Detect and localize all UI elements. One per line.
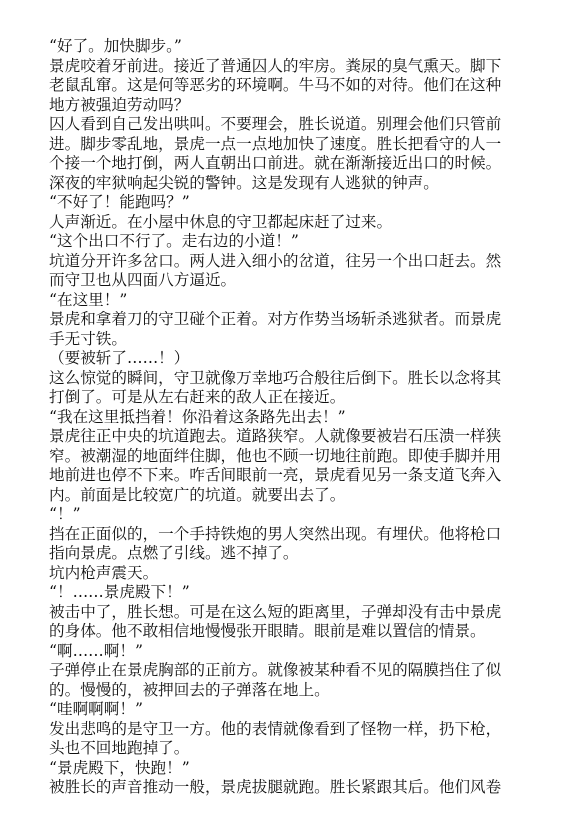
text-line: “这个出口不行了。走右边的小道！” [49,232,299,250]
text-line: 景虎往正中央的坑道跑去。道路狭窄。人就像要被岩石压溃一样狭 [49,427,502,445]
text-line: “哇啊啊啊！” [49,700,143,718]
text-line: 被胜长的声音推动一般，景虎拔腿就跑。胜长紧跟其后。他们风卷 [49,778,502,796]
text-line: 进。脚步零乱地，景虎一点一点地加快了速度。胜长把看守的人一 [49,134,502,153]
text-line: “啊……啊！” [49,641,143,660]
text-line: 被击中了，胜长想。可是在这么短的距离里，子弹却没有击中景虎 [49,602,502,621]
text-line: 景虎和拿着刀的守卫碰个正着。对方作势当场斩杀逃狱者。而景虎 [49,310,502,328]
text-line: 打倒了。可是从左右赶来的敌人正在接近。 [49,388,346,406]
text-line: 个接一个地打倒，两人直朝出口前进。就在渐渐接近出口的时候。 [49,154,502,172]
text-line: “！……景虎殿下！” [49,583,190,601]
text-line: 挡在正面似的，一个手持铁炮的男人突然出现。有埋伏。他将枪口 [49,524,502,543]
text-line: “景虎殿下，快跑！” [49,758,190,777]
text-line: 囚人看到自己发出哄叫。不要理会，胜长说道。别理会他们只管前 [49,115,502,133]
text-line: 而守卫也从四面八方逼近。 [49,271,237,289]
text-line: 手无寸铁。 [49,329,127,348]
text-line: 内。前面是比较宽广的坑道。就要出去了。 [49,485,346,504]
text-line: “在这里！” [49,290,128,309]
text-line: “我在这里抵挡着！你沿着这条路先出去！” [49,407,346,426]
text-line: 的。慢慢的，被押回去的子弹落在地上。 [49,680,330,699]
text-line: 指向景虎。点燃了引线。逃不掉了。 [49,544,299,562]
text-line: 这么惊觉的瞬间，守卫就像万幸地巧合般往后倒下。胜长以念将其 [49,368,502,387]
text-line: “不好了！能跑吗？” [49,193,190,211]
text-line: “好了。加快脚步。” [49,37,182,55]
text-line: 老鼠乱窜。这是何等恶劣的环境啊。牛马不如的对待。他们在这种 [49,76,502,94]
text-line: 窄。被潮湿的地面绊住脚，他也不顾一切地往前跑。即使手脚并用 [49,446,502,465]
text-line: （要被斩了……！） [49,349,190,367]
text-line: 景虎咬着牙前进。接近了普通囚人的牢房。粪尿的臭气熏天。脚下 [49,56,502,75]
text-line: 地方被强迫劳动吗？ [49,95,190,114]
text-line: 坑道分开许多岔口。两人进入细小的岔道，往另一个出口赶去。然 [49,251,502,270]
text-line: “！” [49,505,81,523]
text-line: 深夜的牢狱响起尖锐的警钟。这是发现有人逃狱的钟声。 [49,173,439,192]
text-line: 发出悲鸣的是守卫一方。他的表情就像看到了怪物一样，扔下枪， [49,719,502,738]
text-line: 子弹停止在景虎胸部的正前方。就像被某种看不见的隔膜挡住了似 [49,661,502,679]
text-line: 的身体。他不敢相信地慢慢张开眼睛。眼前是难以置信的情景。 [49,622,486,640]
body-text [49,37,549,798]
text-line: 坑内枪声震天。 [49,563,159,582]
text-line: 地前进也停不下来。咋舌间眼前一亮，景虎看见另一条支道飞奔入 [49,466,502,484]
text-line: 头也不回地跑掉了。 [49,739,190,757]
text-line: 人声渐近。在小屋中休息的守卫都起床赶了过来。 [49,212,393,231]
